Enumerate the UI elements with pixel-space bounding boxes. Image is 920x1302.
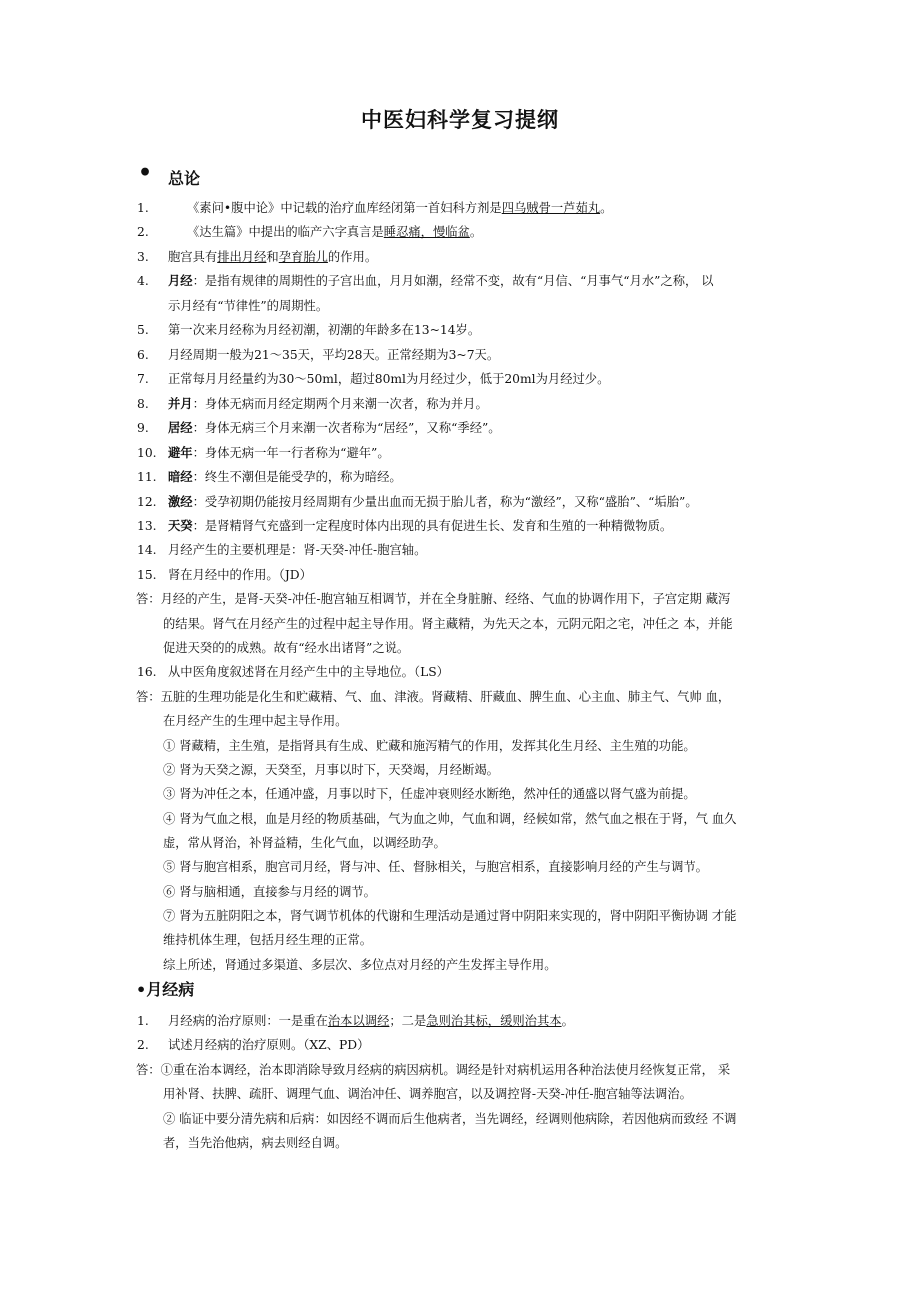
section-heading-general — [138, 160, 201, 190]
section-heading-text: 总论 — [168, 169, 201, 188]
item-number: 6. — [137, 348, 149, 362]
list-item-5: 第一次来月经称为月经初潮，初潮的年龄多在13~14岁。 — [168, 323, 481, 337]
item-number: 2. — [137, 1038, 149, 1052]
list-item-6: 月经周期一般为21～35天，平均28天。正常经期为3~7天。 — [168, 348, 500, 362]
item-number: 10. — [137, 446, 157, 460]
list-item-8: 并月：身体无病而月经定期两个月来潮一次者，称为并月。 — [168, 396, 488, 411]
item-number: 9. — [137, 421, 149, 435]
item-number: 3. — [137, 250, 149, 264]
answer-15-line-1: 答：月经的产生，是肾-天癸-冲任-胞宫轴互相调节，并在全身脏腑、经络、气血的协调作用下，子宫定期 藏泻 — [136, 592, 731, 606]
answer-15-line-2: 的结果。肾气在月经产生的过程中起主导作用。肾主藏精，为先天之本，元阴元阳之宅，冲任之 本，并能 — [163, 617, 733, 631]
item-number: 14. — [137, 543, 157, 557]
answer-point-4: ④ 肾为气血之根，血是月经的物质基础，气为血之帅，气血和调，经候如常，然气血之根在于肾，气 血久 — [163, 812, 737, 826]
list-item-12: 激经：受孕初期仍能按月经周期有少量出血而无损于胎儿者，称为“激经”，又称“盛胎”、“垢胎”。 — [168, 494, 698, 509]
item-number: 13. — [137, 519, 157, 533]
page-title: 中医妇科学复习提纲 — [361, 107, 559, 132]
list-item-14: 月经产生的主要机理是：肾-天癸-冲任-胞宫轴。 — [168, 543, 427, 557]
list-item-4-cont: 示月经有“节律性”的周期性。 — [168, 299, 329, 313]
answer-16-line-2: 在月经产生的生理中起主导作用。 — [163, 714, 348, 728]
s2-answer-line-2: 用补肾、扶脾、疏肝、调理气血、调治冲任、调养胞宫，以及调控肾-天癸-冲任-胞宫轴等法调治。 — [163, 1087, 692, 1101]
list-item-2: 《达生篇》中提出的临产六字真言是睡忍痛，慢临盆。 — [187, 225, 483, 239]
answer-point-4-cont: 虚，常从肾治，补肾益精，生化气血，以调经助孕。 — [163, 836, 446, 850]
item-number: 1. — [137, 201, 149, 215]
list-item-11: 暗经：终生不潮但是能受孕的，称为暗经。 — [168, 469, 402, 484]
answer-point-2: ② 肾为天癸之源，天癸至，月事以时下，天癸竭，月经断竭。 — [163, 763, 499, 777]
section-heading-menstrual-disease: •月经病 — [136, 980, 195, 999]
answer-16-line-1: 答：五脏的生理功能是化生和贮藏精、气、血、津液。肾藏精、肝藏血、脾生血、心主血、肺主气、气帅 血， — [136, 690, 731, 704]
list-item-7: 正常每月月经量约为30～50ml，超过80ml为月经过少，低于20ml为月经过少。 — [168, 372, 610, 386]
answer-point-7-cont: 维持机体生理，包括月经生理的正常。 — [163, 933, 373, 947]
list-item-9: 居经：身体无病三个月来潮一次者称为“居经”，又称“季经”。 — [168, 420, 501, 435]
list-item-4: 月经：是指有规律的周期性的子宫出血，月月如潮，经常不变，故有“月信、“月事气“月水”之称， 以 — [168, 273, 714, 288]
item-number: 12. — [137, 495, 157, 509]
s2-answer-line-3: ② 临证中要分清先病和后病：如因经不调而后生他病者，当先调经，经调则他病除，若因他病而致经 不调 — [163, 1112, 737, 1126]
list-item-3: 胞宫具有排出月经和孕育胎儿的作用。 — [168, 250, 378, 264]
answer-point-1: ① 肾藏精，主生殖，是指肾具有生成、贮藏和施泻精气的作用，发挥其化生月经、主生殖的功能。 — [163, 739, 696, 753]
item-number: 8. — [137, 397, 149, 411]
answer-point-7: ⑦ 肾为五脏阴阳之本，肾气调节机体的代谢和生理活动是通过肾中阴阳来实现的，肾中阴阳平衡协调 才能 — [163, 909, 737, 923]
item-number: 7. — [137, 372, 149, 386]
item-number: 2. — [137, 225, 149, 239]
answer-point-6: ⑥ 肾与脑相通，直接参与月经的调节。 — [163, 885, 376, 899]
answer-summary: 综上所述，肾通过多渠道、多层次、多位点对月经的产生发挥主导作用。 — [163, 958, 557, 972]
answer-15-line-3: 促进天癸的的成熟。故有“经水出诸肾”之说。 — [163, 641, 410, 655]
s2-answer-line-1: 答：①重在治本调经，治本即消除导致月经病的病因病机。调经是针对病机运用各种治法使月经恢复正常， 采 — [136, 1063, 731, 1077]
s2-list-item-2: 试述月经病的治疗原则。（XZ、PD） — [168, 1038, 370, 1052]
s2-answer-line-4: 者，当先治他病，病去则经自调。 — [163, 1136, 348, 1150]
answer-point-3: ③ 肾为冲任之本，任通冲盛，月事以时下，任虚冲衰则经水断绝，然冲任的通盛以肾气盛为前提。 — [163, 787, 696, 801]
item-number: 1. — [137, 1014, 149, 1028]
list-item-15: 肾在月经中的作用。（JD） — [168, 568, 312, 582]
list-item-1: 《素问•腹中论》中记载的治疗血库经闭第一首妇科方剂是四乌贼骨一芦茹丸。 — [187, 201, 613, 215]
item-number: 11. — [137, 470, 157, 484]
answer-point-5: ⑤ 肾与胞宫相系，胞宫司月经，肾与冲、任、督脉相关，与胞宫相系，直接影响月经的产生与调节。 — [163, 860, 708, 874]
item-number: 4. — [137, 274, 149, 288]
s2-list-item-1: 月经病的治疗原则：一是重在治本以调经；二是急则治其标，缓则治其本。 — [168, 1014, 574, 1028]
list-item-10: 避年：身体无病一年一行者称为“避年”。 — [168, 445, 390, 460]
list-item-13: 天癸：是肾精肾气充盛到一定程度时体内出现的具有促进生长、发育和生殖的一种精微物质。 — [168, 518, 673, 533]
item-number: 15. — [137, 568, 157, 582]
list-item-16: 从中医角度叙述肾在月经产生中的主导地位。（LS） — [168, 665, 449, 679]
item-number: 5. — [137, 323, 149, 337]
bullet-icon: • — [138, 160, 153, 186]
item-number: 16. — [137, 665, 157, 679]
